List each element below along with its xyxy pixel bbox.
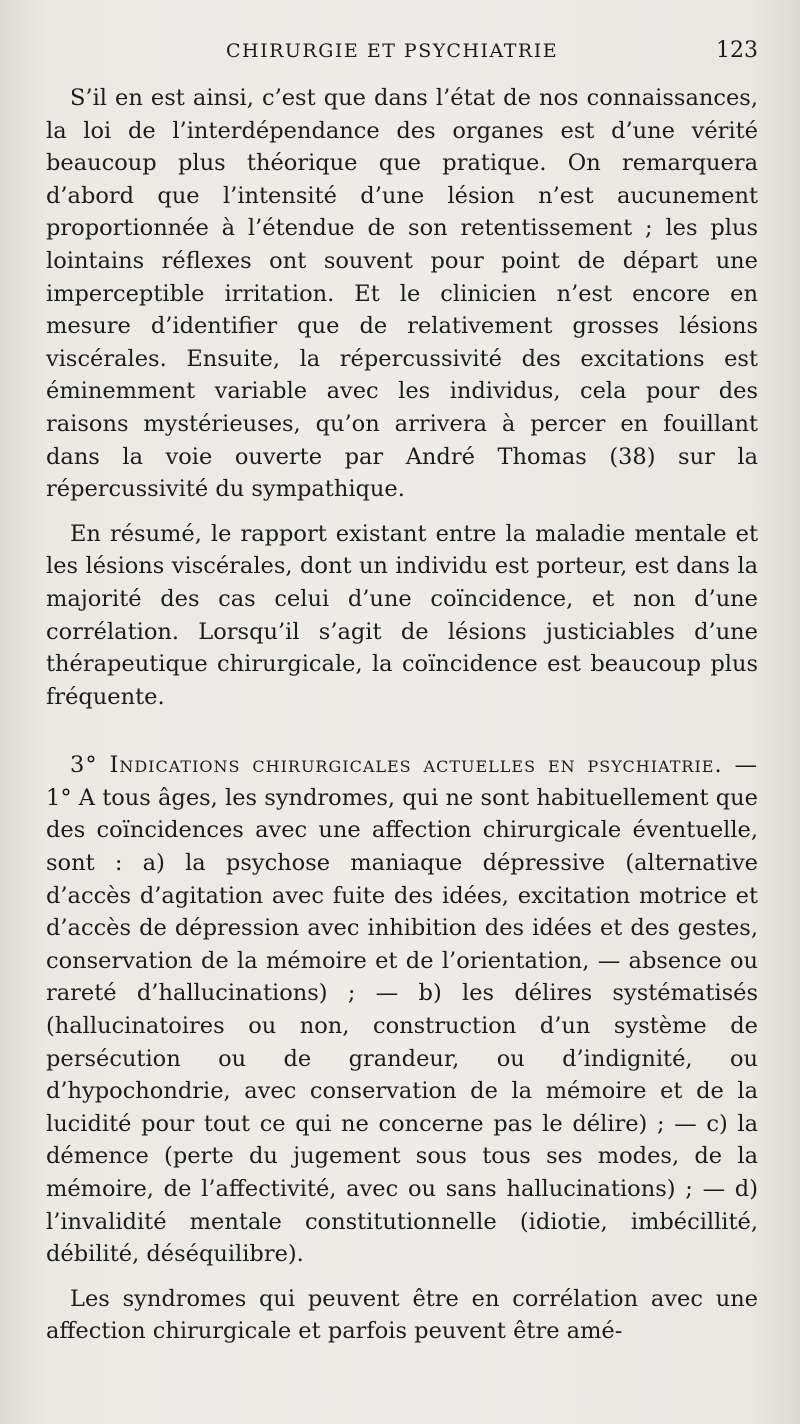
section-text: 1° A tous âges, les syndromes, qui ne sont habituellement que des coïncidences avec une affection chirurgicale éventuelle, sont : a) la psychose maniaque dépressive (alternative d’accès d’agitation avec fuite des idées, excitation motrice et d’accès de dépression avec inhibition des idées et des gestes, conservation de la mémoire et de l’orientation, — absence ou rareté d’hallucinations) ; — b) les délires systématisés (hallucinatoires ou non, construction d’un système de persécution ou de grandeur, ou d’indignité, ou d’hypochondrie, avec conservation de la mémoire et de la lucidité pour tout ce qui ne concerne pas le délire) ; — c) la démence (perte du jugement sous tous ses modes, de la mémoire, de l’affectivité, avec ou sans hallucinations) ; — d) l’invalidité mentale constitutionnelle (idiotie, imbécillité, débilité, déséquilibre). — [46, 784, 758, 1268]
page-header — [46, 34, 758, 74]
running-head: CHIRURGIE ET PSYCHIATRIE — [226, 40, 559, 62]
section-heading: 3° Indications chirurgicales actuelles en psychiatrie. — — [70, 752, 758, 779]
section-paragraph — [46, 749, 758, 1271]
page-number: 123 — [716, 38, 758, 63]
paragraph-2: En résumé, le rapport existant entre la maladie mentale et les lésions viscérales, dont un individu est porteur, est dans la majorité des cas celui d’une coïncidence, et non d’une corrélation. Lorsqu’il s’agit de lésions justiciables d’une thérapeutique chirurgicale, la coïncidence est beaucoup plus fréquente. — [46, 520, 758, 710]
last-paragraph: Les syndromes qui peuvent être en corrélation avec une affection chirurgicale et parfois peuvent être amé- — [46, 1285, 758, 1345]
paragraph-1: S’il en est ainsi, c’est que dans l’état de nos connaissances, la loi de l’interdépendance des organes est d’une vérité beaucoup plus théorique que pratique. On remarquera d’abord que l’intensité d’une lésion n’est aucunement proportionnée à l’étendue de son retentissement ; les plus lointains réflexes ont souvent pour point de départ une imperceptible irritation. Et le clinicien n’est encore en mesure d’identifier que de relativement grosses lésions viscérales. Ensuite, la répercussivité des excitations est éminemment variable avec les individus, cela pour des raisons mystérieuses, qu’on arrivera à percer en fouillant dans la voie ouverte par André Thomas (38) sur la répercussivité du sympathique. — [46, 85, 758, 503]
body-text — [46, 82, 758, 1348]
